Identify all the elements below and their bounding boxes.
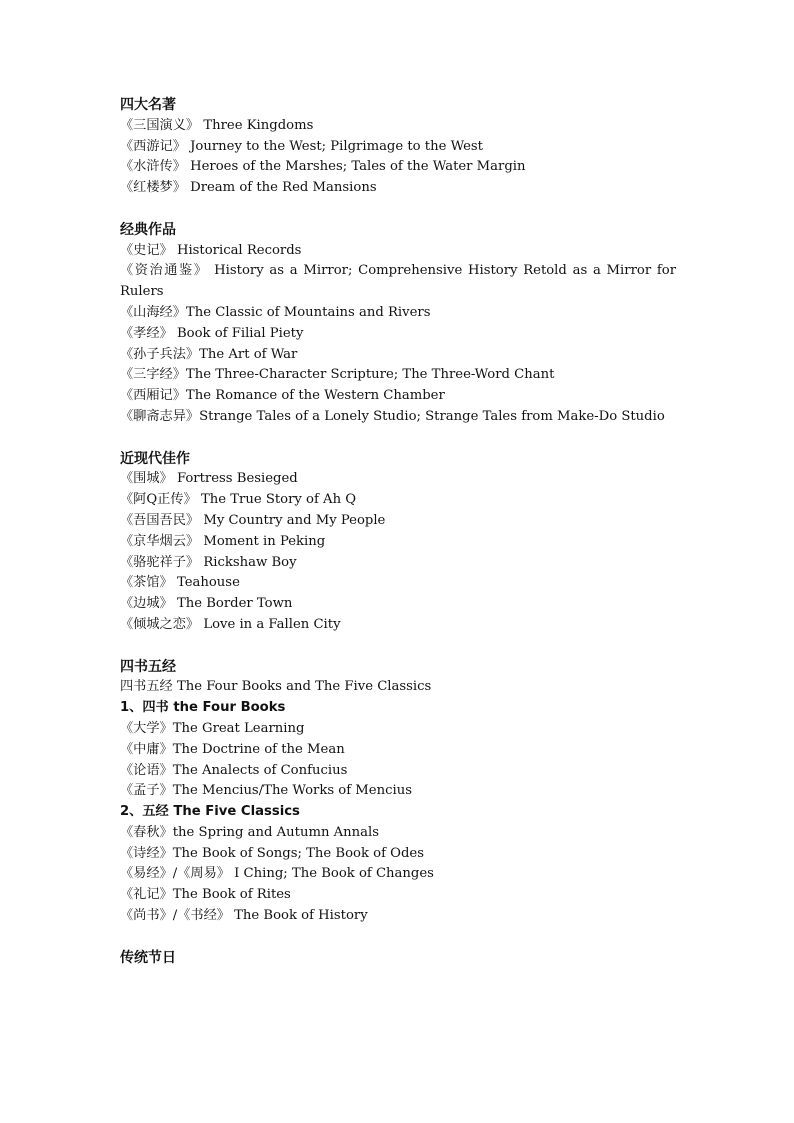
document-page (120, 95, 676, 968)
list-item: 《孝经》 Book of Filial Piety (120, 325, 304, 341)
list-item: 《尚书》/《书经》 The Book of History (120, 908, 368, 924)
subheading-five-classics: 2、五经 The Five Classics (120, 804, 300, 820)
list-item: 《诗经》The Book of Songs; The Book of Odes (120, 845, 424, 861)
section-heading-classics: 经典作品 (120, 221, 176, 238)
list-item: 《茶馆》 Teahouse (120, 575, 240, 591)
section-intro: 四书五经 The Four Books and The Five Classics (120, 679, 432, 695)
section-heading-modern: 近现代佳作 (120, 450, 190, 467)
list-item: 《春秋》the Spring and Autumn Annals (120, 824, 380, 840)
list-item: 《论语》The Analects of Confucius (120, 762, 348, 778)
list-item: 《聊斋志异》Strange Tales of a Lonely Studio; Strange Tales from Make-Do Studio (120, 408, 665, 424)
section-heading-four-books-five-classics: 四书五经 (120, 658, 176, 675)
list-item: 《红楼梦》 Dream of the Red Mansions (120, 180, 377, 196)
spacer (120, 428, 676, 449)
list-item: 《倾城之恋》 Love in a Fallen City (120, 616, 341, 632)
section-heading-four-novels: 四大名著 (120, 97, 176, 113)
list-item: 《山海经》The Classic of Mountains and Rivers (120, 304, 431, 320)
list-item: 《西厢记》The Romance of the Western Chamber (120, 388, 445, 404)
list-item: 《孟子》The Mencius/The Works of Mencius (120, 783, 412, 799)
list-item: 《孙子兵法》The Art of War (120, 346, 298, 362)
spacer (120, 927, 676, 948)
list-item: 《边城》 The Border Town (120, 596, 293, 612)
list-item: 《三字经》The Three-Character Scripture; The Three-Word Chant (120, 367, 555, 383)
list-item: 《骆驼祥子》 Rickshaw Boy (120, 554, 297, 570)
list-item: 《礼记》The Book of Rites (120, 887, 291, 903)
list-item: 《大学》The Great Learning (120, 720, 305, 736)
section-heading-festivals: 传统节日 (120, 949, 176, 966)
spacer (120, 199, 676, 220)
list-item: 《阿Q正传》 The True Story of Ah Q (120, 492, 357, 508)
spacer (120, 636, 676, 657)
list-item: 《易经》/《周易》 I Ching; The Book of Changes (120, 866, 434, 882)
list-item: 《三国演义》 Three Kingdoms (120, 117, 314, 133)
list-item: 《围城》 Fortress Besieged (120, 471, 298, 487)
list-item: 《京华烟云》 Moment in Peking (120, 533, 326, 549)
list-item: 《史记》 Historical Records (120, 242, 302, 258)
list-item: 《水浒传》 Heroes of the Marshes; Tales of the Water Margin (120, 159, 526, 175)
list-item: 《资治通鉴》 History as a Mirror; Comprehensive History Retold as a Mirror for Rulers (120, 263, 676, 300)
list-item: 《西游记》 Journey to the West; Pilgrimage to the West (120, 138, 483, 154)
subheading-four-books: 1、四书 the Four Books (120, 700, 286, 716)
list-item: 《中庸》The Doctrine of the Mean (120, 741, 345, 757)
list-item: 《吾国吾民》 My Country and My People (120, 512, 386, 528)
